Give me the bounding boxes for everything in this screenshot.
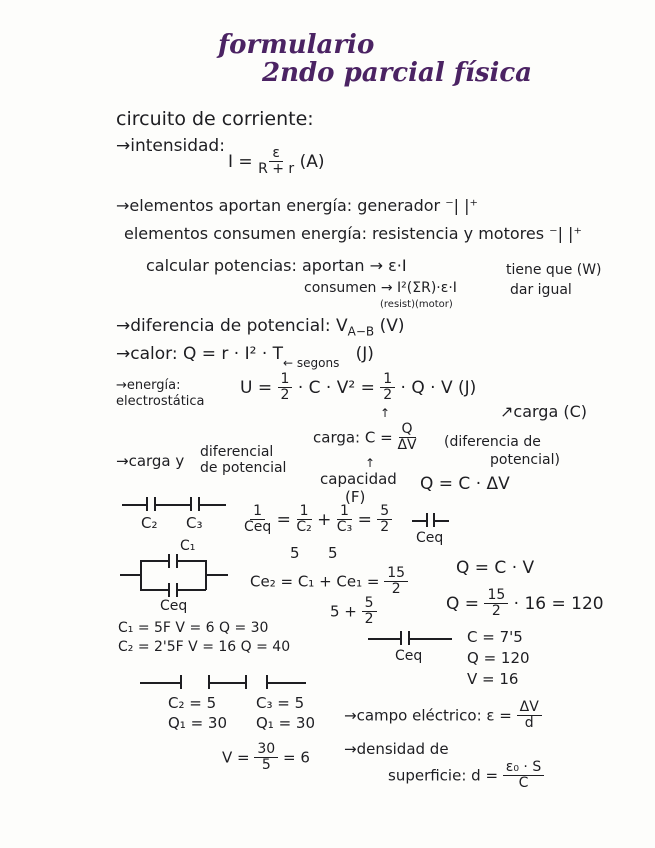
carga-y-l2: diferencial: [200, 444, 274, 460]
consumen-line: [124, 224, 582, 243]
carga-note: ↗carga (C): [500, 402, 588, 421]
fraction: [258, 146, 294, 178]
den: 2: [391, 581, 401, 598]
series-c3: C₃ = 5: [256, 694, 305, 712]
half: [278, 372, 293, 404]
q-calculation: [446, 588, 604, 620]
carga-y-l3: de potencial: [200, 460, 287, 476]
potencias-line: calcular potencias: aportan → ε·I: [146, 256, 407, 275]
lhs: Q =: [446, 593, 480, 614]
ceq-q: Q = 120: [467, 649, 530, 667]
densidad-formula: [388, 760, 544, 792]
den: C₂: [296, 519, 312, 536]
c1-label: C₁: [180, 538, 196, 554]
den: ΔV: [397, 437, 417, 454]
frac: [254, 742, 278, 774]
unit: (V): [379, 316, 405, 336]
num: 1: [250, 504, 265, 520]
den: C: [518, 775, 529, 792]
text: →diferencia de potencial: V: [116, 316, 348, 336]
text: elementos consumen energía: resistencia y motores: [124, 224, 545, 243]
capacidad-unit: (F): [345, 488, 366, 506]
num: ΔV: [517, 700, 542, 716]
carga-y-label: →carga y: [116, 452, 185, 470]
series-q1b: Q₁ = 30: [256, 714, 316, 732]
c3-value: 5: [328, 544, 338, 562]
num: 1: [337, 504, 352, 520]
intensidad-label: →intensidad:: [116, 136, 225, 156]
den: 2: [364, 611, 374, 628]
text: →calor: Q = r · I² · T: [116, 344, 284, 364]
num: 15: [484, 588, 508, 604]
unit: (A): [299, 151, 325, 172]
generator-symbol: ⁻| |⁺: [445, 196, 478, 215]
series-v: [222, 742, 310, 774]
calor-line: [116, 344, 374, 370]
text: →elementos aportan energía: generador: [116, 196, 441, 215]
c2-value: 5: [290, 544, 300, 562]
densidad-label: →densidad de: [344, 740, 449, 758]
den: 2: [383, 387, 393, 404]
num: 15: [384, 566, 408, 582]
energia-label: →energía:: [116, 378, 181, 393]
frac: [517, 700, 542, 732]
num: ε₀ · S: [503, 760, 544, 776]
ceq-v: V = 16: [467, 670, 519, 688]
values-c2: C₂ = 2'5F V = 16 Q = 40: [118, 639, 291, 655]
num: 1: [380, 372, 395, 388]
aportan-line: [116, 196, 478, 215]
lhs: U =: [240, 377, 273, 398]
unit: (J): [355, 344, 374, 364]
carga-arrow: ↑: [365, 456, 376, 470]
frac: [296, 504, 311, 536]
den: R + r: [258, 161, 295, 178]
dif-note: (diferencia de: [444, 434, 541, 450]
frac: [384, 566, 408, 598]
dif-note-2: potencial): [490, 452, 560, 468]
energia-arrow: ↑: [380, 406, 391, 420]
intensidad-formula: [228, 146, 325, 178]
carga-formula: [313, 422, 417, 454]
frac: [377, 504, 392, 536]
den: Ceq: [244, 519, 272, 536]
den: 2: [491, 603, 501, 620]
rhs: = 6: [283, 748, 310, 767]
potencias-note-2: dar igual: [510, 282, 572, 298]
num: 1: [297, 504, 312, 520]
num: 5: [377, 504, 392, 520]
section-heading: circuito de corriente:: [116, 108, 314, 130]
den: 5: [261, 757, 271, 774]
capacidad-label: capacidad: [320, 470, 397, 488]
frac: [484, 588, 508, 620]
sub: A−B: [347, 324, 375, 339]
campo-formula: [344, 700, 542, 732]
q-cv: Q = C · ΔV: [420, 474, 510, 494]
num: 5: [362, 596, 377, 612]
frac: [503, 760, 544, 792]
rhs: · 16 = 120: [513, 593, 604, 614]
end: · Q · V (J): [400, 377, 477, 398]
potencias-consumen: consumen → I²(ΣR)·ε·I: [304, 280, 457, 296]
num: Q: [399, 422, 416, 438]
label: superficie: d =: [388, 766, 499, 785]
ceq-label: Ceq: [416, 530, 444, 546]
den: 2: [380, 519, 390, 536]
diferencia-line: [116, 316, 404, 338]
potencias-note-1: tiene que (W): [506, 262, 602, 278]
lhs: Ce₂ = C₁ + Ce₁ =: [250, 572, 380, 591]
num: 1: [278, 372, 293, 388]
num: ε: [269, 146, 283, 162]
note: ← segons: [283, 356, 340, 370]
den: d: [524, 715, 534, 732]
c2-label: C₂: [141, 514, 158, 532]
num: 30: [254, 742, 278, 758]
ceq-series-equation: $\frac{1}{\text{Ceq}}$ = $\frac{1}{\text{C₂}}$ + $\frac{1}{\text{C₃}}$ = $\frac{5}{2}$: [244, 504, 392, 536]
energia-label-2: electrostática: [116, 394, 205, 409]
potencias-sub: (resist)(motor): [380, 299, 453, 310]
lhs: V =: [222, 748, 250, 767]
title-line-1: formulario: [218, 30, 375, 60]
ceq-c: C = 7'5: [467, 628, 523, 646]
c3-label: C₃: [186, 514, 203, 532]
den: 2: [280, 387, 290, 404]
frac: [362, 596, 377, 628]
energia-formula: [240, 372, 476, 404]
qcv-formula: Q = C · V: [456, 558, 535, 578]
motor-symbol: ⁻| |⁺: [549, 224, 582, 243]
title-line-2: 2ndo parcial física: [262, 58, 533, 88]
text: 5 +: [330, 602, 357, 621]
fraction: [397, 422, 416, 454]
label: →campo eléctrico: ε =: [344, 706, 512, 725]
series-q1: Q₁ = 30: [168, 714, 228, 732]
lhs: I =: [228, 151, 253, 172]
frac: [244, 504, 271, 536]
half-2: [380, 372, 395, 404]
mid: · C · V² =: [297, 377, 375, 398]
ce2-row2: [330, 596, 377, 628]
ce2-equation: [250, 566, 408, 598]
values-c1: C₁ = 5F V = 6 Q = 30: [118, 620, 269, 636]
label: carga: C =: [313, 428, 393, 447]
frac: [337, 504, 352, 536]
den: C₃: [336, 519, 353, 536]
series-c2: C₂ = 5: [168, 694, 217, 712]
ceq-result-label: Ceq: [395, 648, 423, 664]
ceq-parallel-label: Ceq: [160, 598, 188, 614]
